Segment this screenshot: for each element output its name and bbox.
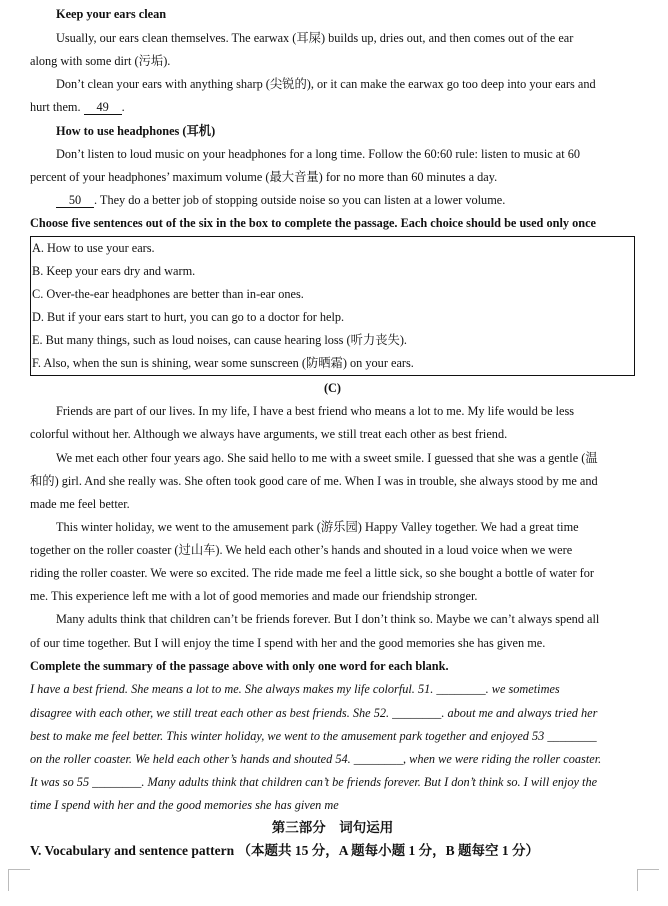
summary-line: disagree with each other, we still treat each other as best friends. She 52. ________. about me and always tried her [30,706,598,720]
summary-line: I have a best friend. She means a lot to me. She always makes my life colorful. 51. ________. we sometimes [30,682,560,696]
paragraph-line [30,99,125,115]
instruction-summary: Complete the summary of the passage above with only one word for each blank. [30,659,449,673]
answer-blank-50: 50 [56,194,94,208]
vocab-section-title: V. Vocabulary and sentence pattern （本题共 15 分，A 题每小题 1 分，B 题每空 1 分） [30,843,540,858]
option-item: B. Keep your ears dry and warm. [32,264,196,278]
paragraph-line: riding the roller coaster. We were so excited. The ride made me feel a little sick, so she bought a bottle of water for [30,566,595,580]
summary-line: on the roller coaster. We held each other’s hands and shouted 54. ________, when we were riding the roller coaster. [30,752,602,766]
instruction-choose: Choose five sentences out of the six in the box to complete the passage. Each choice should be used only once [30,216,596,230]
paragraph-line: colorful without her. Although we always have arguments, we still treat each other as best friend. [30,427,508,441]
paragraph-line: me. This experience left me with a lot of good memories and made our friendship stronger. [30,589,478,603]
paragraph-line: along with some dirt (污垢). [30,54,171,68]
summary-line: It was so 55 ________. Many adults think that children can’t be friends forever. But I don’t think so. I will enjoy the [30,775,598,789]
crop-mark [8,869,30,870]
paragraph-line: We met each other four years ago. She said hello to me with a sweet smile. I guessed that she was a gentle (温 [56,451,598,465]
option-item: F. Also, when the sun is shining, wear some sunscreen (防晒霜) on your ears. [32,356,414,370]
part3-title: 第三部分 词句运用 [271,820,394,835]
paragraph-line: Friends are part of our lives. In my life, I have a best friend who means a lot to me. My life would be less [56,404,575,418]
crop-mark [637,869,638,891]
paragraph-line: Don’t clean your ears with anything sharp (尖锐的), or it can make the earwax go too deep into your ears and [56,77,596,91]
text-fragment: hurt them. [30,100,81,114]
paragraph-line: Usually, our ears clean themselves. The earwax (耳屎) builds up, dries out, and then comes out of the ear [56,31,574,45]
paragraph-line: This winter holiday, we went to the amusement park (游乐园) Happy Valley together. We had a great time [56,520,579,534]
option-item: E. But many things, such as loud noises, can cause hearing loss (听力丧失). [32,333,407,347]
paragraph-line: Many adults think that children can’t be friends forever. But I don’t think so. Maybe we can’t always spend all [56,612,600,626]
paragraph-line: 和的) girl. And she really was. She often took good care of me. When I was in trouble, she always stood by me and [30,474,598,488]
heading-keep-ears-clean: Keep your ears clean [56,7,167,21]
summary-line: time I spend with her and the good memories she has given me [30,798,339,812]
option-item: A. How to use your ears. [32,241,155,255]
paragraph-line: made me feel better. [30,497,130,511]
option-item: D. But if your ears start to hurt, you can go to a doctor for help. [32,310,345,324]
answer-blank-49: 49 [84,101,122,115]
option-item: C. Over-the-ear headphones are better than in-ear ones. [32,287,304,301]
paragraph-line: together on the roller coaster (过山车). We held each other’s hands and shouted in a loud voice when we were [30,543,573,557]
paragraph-line: Don’t listen to loud music on your headphones for a long time. Follow the 60:60 rule: listen to music at 60 [56,147,581,161]
text-fragment: . They do a better job of stopping outside noise so you can listen at a lower volume. [94,193,506,207]
crop-mark [8,869,9,891]
paragraph-line: of our time together. But I will enjoy the time I spend with her and the good memories she has given me. [30,636,546,650]
summary-line: best to make me feel better. This winter holiday, we went to the amusement park together and enjoyed 53 ________ [30,729,597,743]
paragraph-line: percent of your headphones’ maximum volume (最大音量) for no more than 60 minutes a day. [30,170,498,184]
text-fragment: . [121,100,125,114]
options-box [30,236,635,376]
heading-how-to-use-headphones: How to use headphones (耳机) [56,124,216,138]
passage-c-label: (C) [323,381,342,395]
paragraph-line [56,192,505,208]
crop-mark [637,869,659,870]
